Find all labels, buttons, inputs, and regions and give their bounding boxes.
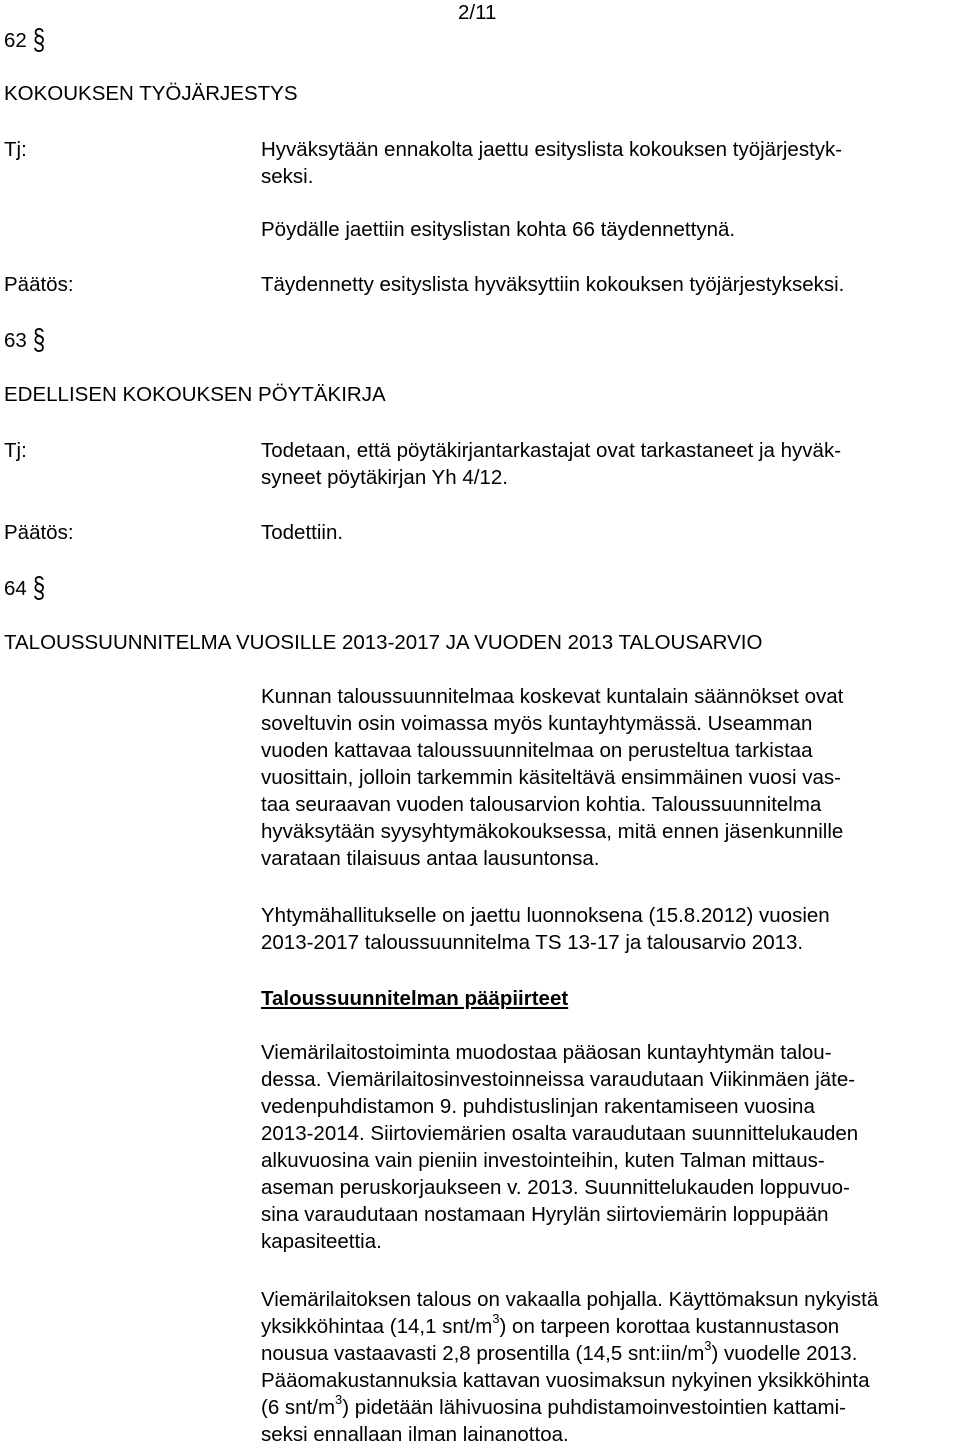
section-64-number bbox=[4, 570, 46, 605]
text-line: 2013-2014. Siirtoviemärien osalta varaudutaan suunnittelukauden bbox=[261, 1122, 859, 1145]
text-span: (6 snt/m bbox=[261, 1396, 336, 1419]
text-span: ) pidetään lähivuosina puhdistamoinvestointien kattami- bbox=[342, 1396, 846, 1419]
section-64-paragraph-1 bbox=[261, 683, 956, 872]
section-63-tj-label: Tj: bbox=[4, 439, 27, 462]
superscript: 3 bbox=[492, 1311, 500, 1327]
section-62-number bbox=[4, 22, 46, 57]
text-line: hyväksytään syysyhtymäkokouksessa, mitä ennen jäsenkunnille bbox=[261, 820, 844, 843]
section-symbol-icon: § bbox=[32, 322, 46, 357]
text-line: syneet pöytäkirjan Yh 4/12. bbox=[261, 466, 508, 489]
section-symbol-icon: § bbox=[32, 22, 46, 57]
section-number: 64 bbox=[4, 577, 27, 600]
text-line: seksi ennallaan ilman lainanottoa. bbox=[261, 1423, 569, 1446]
section-number: 63 bbox=[4, 329, 27, 352]
text-span: ) on tarpeen korottaa kustannustason bbox=[499, 1315, 840, 1338]
text-line bbox=[261, 1394, 956, 1421]
text-line: vuoden kattavaa taloussuunnitelmaa on perusteltua tarkistaa bbox=[261, 739, 813, 762]
text-span: nousua vastaavasti 2,8 prosentilla (14,5 snt:iin/m bbox=[261, 1342, 705, 1365]
section-62-decision: Täydennetty esityslista hyväksyttiin kokouksen työjärjestykseksi. bbox=[261, 273, 845, 296]
text-line: aseman peruskorjaukseen v. 2013. Suunnittelukauden loppuvuo- bbox=[261, 1176, 850, 1199]
text-line: vuosittain, jolloin tarkemmin käsiteltävä ensimmäinen vuosi vas- bbox=[261, 766, 841, 789]
section-symbol-icon: § bbox=[32, 570, 46, 605]
text-line: Viemärilaitoksen talous on vakaalla pohjalla. Käyttömaksun nykyistä bbox=[261, 1288, 879, 1311]
text-line bbox=[261, 1313, 956, 1340]
text-span: ) vuodelle 2013. bbox=[711, 1342, 858, 1365]
section-63-decision-label: Päätös: bbox=[4, 521, 74, 544]
page-number: 2/11 bbox=[458, 1, 497, 24]
text-span: yksikköhintaa (14,1 snt/m bbox=[261, 1315, 493, 1338]
section-64-paragraph-3 bbox=[261, 1039, 956, 1255]
section-62-tj-text bbox=[261, 136, 956, 190]
text-line: Pääomakustannuksia kattavan vuosimaksun nykyinen yksikköhinta bbox=[261, 1369, 870, 1392]
section-64-paragraph-2 bbox=[261, 902, 956, 956]
section-64-paragraph-4 bbox=[261, 1286, 956, 1448]
section-64-title: TALOUSSUUNNITELMA VUOSILLE 2013-2017 JA VUODEN 2013 TALOUSARVIO bbox=[4, 631, 763, 654]
section-62-decision-label: Päätös: bbox=[4, 273, 74, 296]
section-63-decision: Todettiin. bbox=[261, 521, 344, 544]
text-line: Todetaan, että pöytäkirjantarkastajat ovat tarkastaneet ja hyväk- bbox=[261, 439, 842, 462]
text-line: Yhtymähallitukselle on jaettu luonnoksena (15.8.2012) vuosien bbox=[261, 904, 830, 927]
section-63-number bbox=[4, 322, 46, 357]
section-64-subheading: Taloussuunnitelman pääpiirteet bbox=[261, 987, 569, 1010]
text-line: sina varaudutaan nostamaan Hyrylän siirtoviemärin loppupään bbox=[261, 1203, 829, 1226]
text-line: Viemärilaitostoiminta muodostaa pääosan kuntayhtymän talou- bbox=[261, 1041, 832, 1064]
text-line: dessa. Viemärilaitosinvestoinneissa varaudutaan Viikinmäen jäte- bbox=[261, 1068, 856, 1091]
text-line: seksi. bbox=[261, 165, 314, 188]
section-62-tj-label: Tj: bbox=[4, 138, 27, 161]
text-line: 2013-2017 taloussuunnitelma TS 13-17 ja talousarvio 2013. bbox=[261, 931, 804, 954]
text-line: alkuvuosina vain pieniin investointeihin, kuten Talman mittaus- bbox=[261, 1149, 825, 1172]
section-63-tj-text bbox=[261, 437, 956, 491]
text-line: soveltuvin osin voimassa myös kuntayhtymässä. Useamman bbox=[261, 712, 813, 735]
text-line: kapasiteettia. bbox=[261, 1230, 382, 1253]
text-line: vedenpuhdistamon 9. puhdistuslinjan rakentamiseen vuosina bbox=[261, 1095, 815, 1118]
text-line: taa seuraavan vuoden talousarvion kohtia. Taloussuunnitelma bbox=[261, 793, 822, 816]
text-line bbox=[261, 1340, 956, 1367]
section-63-title: EDELLISEN KOKOUKSEN PÖYTÄKIRJA bbox=[4, 383, 386, 406]
text-line: Hyväksytään ennakolta jaettu esityslista kokouksen työjärjestyk- bbox=[261, 138, 843, 161]
superscript: 3 bbox=[704, 1338, 712, 1354]
section-62-title: KOKOUKSEN TYÖJÄRJESTYS bbox=[4, 82, 298, 105]
section-62-note: Pöydälle jaettiin esityslistan kohta 66 täydennettynä. bbox=[261, 218, 736, 241]
superscript: 3 bbox=[335, 1392, 343, 1408]
section-number: 62 bbox=[4, 29, 27, 52]
text-line: Kunnan taloussuunnitelmaa koskevat kuntalain säännökset ovat bbox=[261, 685, 844, 708]
text-line: varataan tilaisuus antaa lausuntonsa. bbox=[261, 847, 600, 870]
